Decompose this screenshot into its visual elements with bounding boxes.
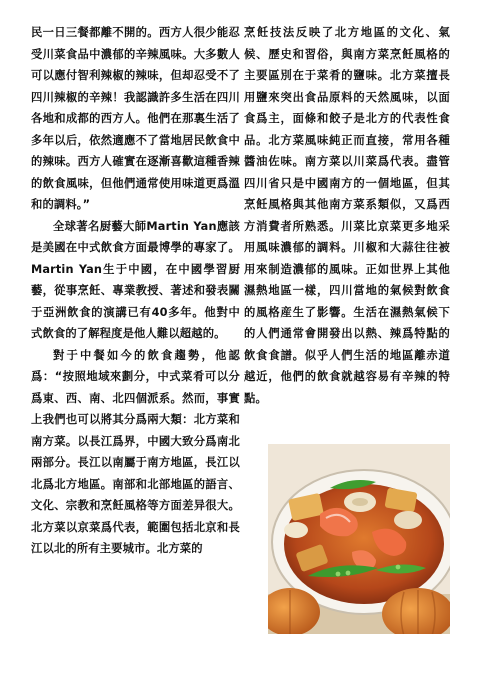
right-column	[244, 22, 450, 409]
paragraph-3: 對于中餐如今的飲食趨勢，他認爲：“按照地域來劃分，中式菜肴可以分爲東、西、南、北四個派系。然而，事實上我們也可以將其分爲兩大類：北方菜和南方菜。以長江爲界，中國大致分爲南北兩部分。長江以南屬于南方地區，長江以北爲北方地區。南部和北部地區的語言、文化、宗教和烹飪風格等方面差异很大。北方菜以京菜爲代表，範圍包括北京和長江以北的所有主要城市。北方菜的	[31, 348, 240, 555]
food-photo	[268, 444, 450, 634]
paragraph-1: 民一日三餐都離不開的。西方人很少能忍受川菜食品中濃郁的辛辣風味。大多數人可以應付智利辣椒的辣味，但却忍受不了四川辣椒的辛辣！我認識許多生活在四川各地和成都的西方人。他們在那裏生活了多年以后，依然適應不了當地居民飲食中的辣味。西方人確實在逐漸喜歡這種香辣的飲食風味，但他們通常使用味道更爲溫和的調料。”	[31, 26, 240, 211]
paragraph-4: 烹飪技法反映了北方地區的文化、氣候、歷史和習俗，與南方菜烹飪風格的主要區別在于菜肴的鹽味。北方菜擅長用鹽來突出食品原料的天然風味，以面食爲主，面條和餃子是北方的代表性食品。北方菜風味純正而直接，常用各種醬油佐味。南方菜以川菜爲代表。盡管四川省只是中國南方的一個地區，但其烹飪風格與其他南方菜系類似，又爲西方消費者所熟悉。川菜比京菜更多地采用風味濃郁的調料。川椒和大蒜往往被用來制造濃郁的風味。正如世界上其他濕熱地區一樣，四川當地的氣候對飲食的風格産生了影響。生活在濕熱氣候下的人們通常會開發出以熱、辣爲特點的飲食食譜。似乎人們生活的地區離赤道越近，他們的飲食就越容易有辛辣的特點。	[244, 26, 450, 405]
paragraph-2: 全球著名厨藝大師Martin Yan應該是美國在中式飲食方面最博學的專家了。Martin Yan生于中國，在中國學習厨藝，從事烹飪、專業教授、著述和發表關于亞洲飲食的演講已有40多年。他對中式飲食的了解程度是他人難以超越的。	[31, 219, 240, 340]
food-photo-image	[268, 444, 450, 634]
left-column	[31, 22, 240, 560]
